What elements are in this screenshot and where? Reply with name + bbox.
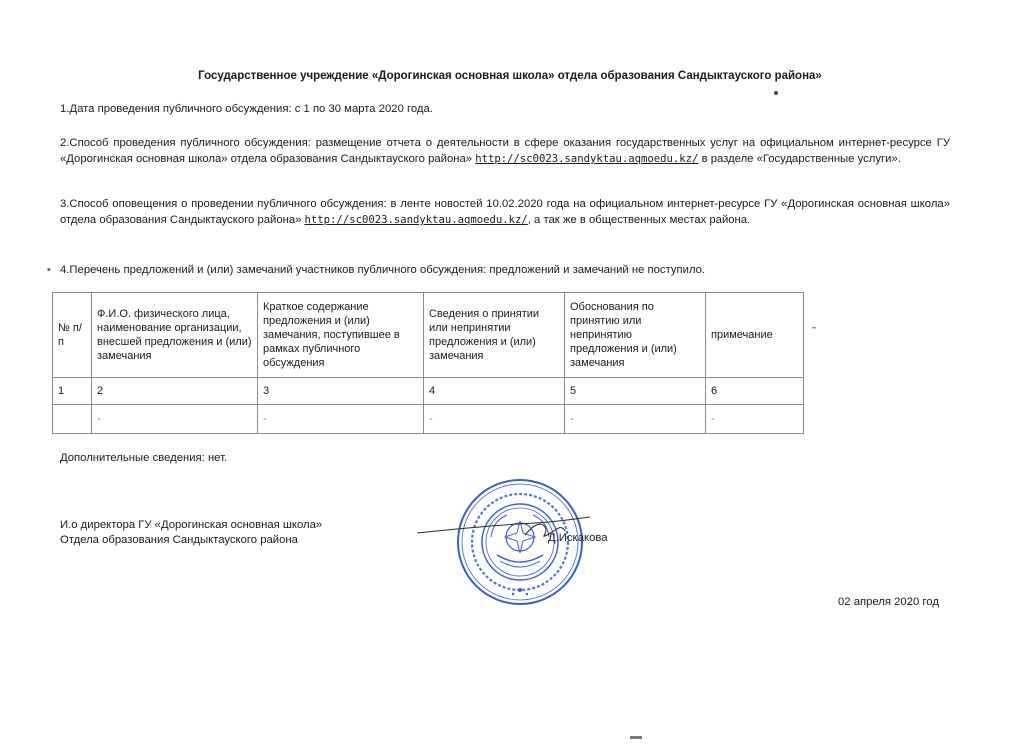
table-header-row	[53, 293, 804, 378]
item-2-link[interactable]: http://sc0023.sandyktau.aqmoedu.kz/	[475, 153, 699, 165]
item-3-notification	[60, 196, 950, 228]
signer-name: Д.Искакова	[548, 532, 608, 544]
table-header-cell: Краткое содержание предложения и (или) замечания, поступившее в рамках публичного обсуждения	[258, 293, 424, 378]
table-cell	[53, 405, 92, 434]
table-cell: 3	[258, 378, 424, 405]
item-2-tail: в разделе «Государственные услуги».	[698, 153, 901, 165]
table-cell: -	[258, 405, 424, 434]
item-4-proposals: 4.Перечень предложений и (или) замечаний участников публичного обсуждения: предложений и замечаний не поступило.	[60, 264, 706, 276]
document-date: 02 апреля 2020 год	[838, 596, 939, 608]
table-header-cell: Ф.И.О. физического лица, наименование организации, внесшей предложения и (или) замечания	[92, 293, 258, 378]
handwritten-signature-icon	[415, 505, 615, 555]
table-cell: -	[92, 405, 258, 434]
table-row	[53, 405, 804, 434]
item-3-tail: , а так же в общественных местах района.	[527, 214, 751, 226]
proposals-table	[52, 292, 804, 434]
table-cell: 2	[92, 378, 258, 405]
item-2-text: 2.Способ проведения публичного обсуждения: размещение отчета о деятельности в сфере оказания государственных услуг на официальном интернет-ресурсе ГУ «Дорогинская основная школа» отдела образования Сандыктауского района»	[60, 137, 950, 165]
table-header-cell: примечание	[706, 293, 804, 378]
bullet-mark: ▪	[47, 264, 51, 276]
item-1-date: 1.Дата проведения публичного обсуждения: с 1 по 30 марта 2020 года.	[60, 103, 433, 115]
table-cell: -	[424, 405, 565, 434]
signer-department: Отдела образования Сандыктауского района	[60, 534, 298, 546]
table-cell: -	[565, 405, 706, 434]
table-row	[53, 378, 804, 405]
table-cell: 6	[706, 378, 804, 405]
table-cell: 5	[565, 378, 706, 405]
item-2-method	[60, 135, 950, 167]
table-header-cell: Обоснования по принятию или непринятию предложения и (или) замечания	[565, 293, 706, 378]
additional-info: Дополнительные сведения: нет.	[60, 452, 228, 464]
table-cell: 1	[53, 378, 92, 405]
signer-title: И.о директора ГУ «Дорогинская основная школа»	[60, 519, 323, 531]
table-header-cell: Сведения о принятии или непринятии предложения и (или) замечания	[424, 293, 565, 378]
item-3-link[interactable]: http://sc0023.sandyktau.aqmoedu.kz/	[304, 214, 528, 226]
document-title: Государственное учреждение «Дорогинская основная школа» отдела образования Сандыктауского района»	[198, 70, 822, 82]
table-cell: -	[706, 405, 804, 434]
table-cell: 4	[424, 378, 565, 405]
item-3-text: 3.Способ оповещения о проведении публичного обсуждения: в ленте новостей 10.02.2020 года на официальном интернет-ресурсе ГУ «Дорогинская основная школа» отдела образования Сандыктауского района»	[60, 198, 950, 226]
signer-block	[60, 518, 322, 548]
table-header-cell: № п/п	[53, 293, 92, 378]
